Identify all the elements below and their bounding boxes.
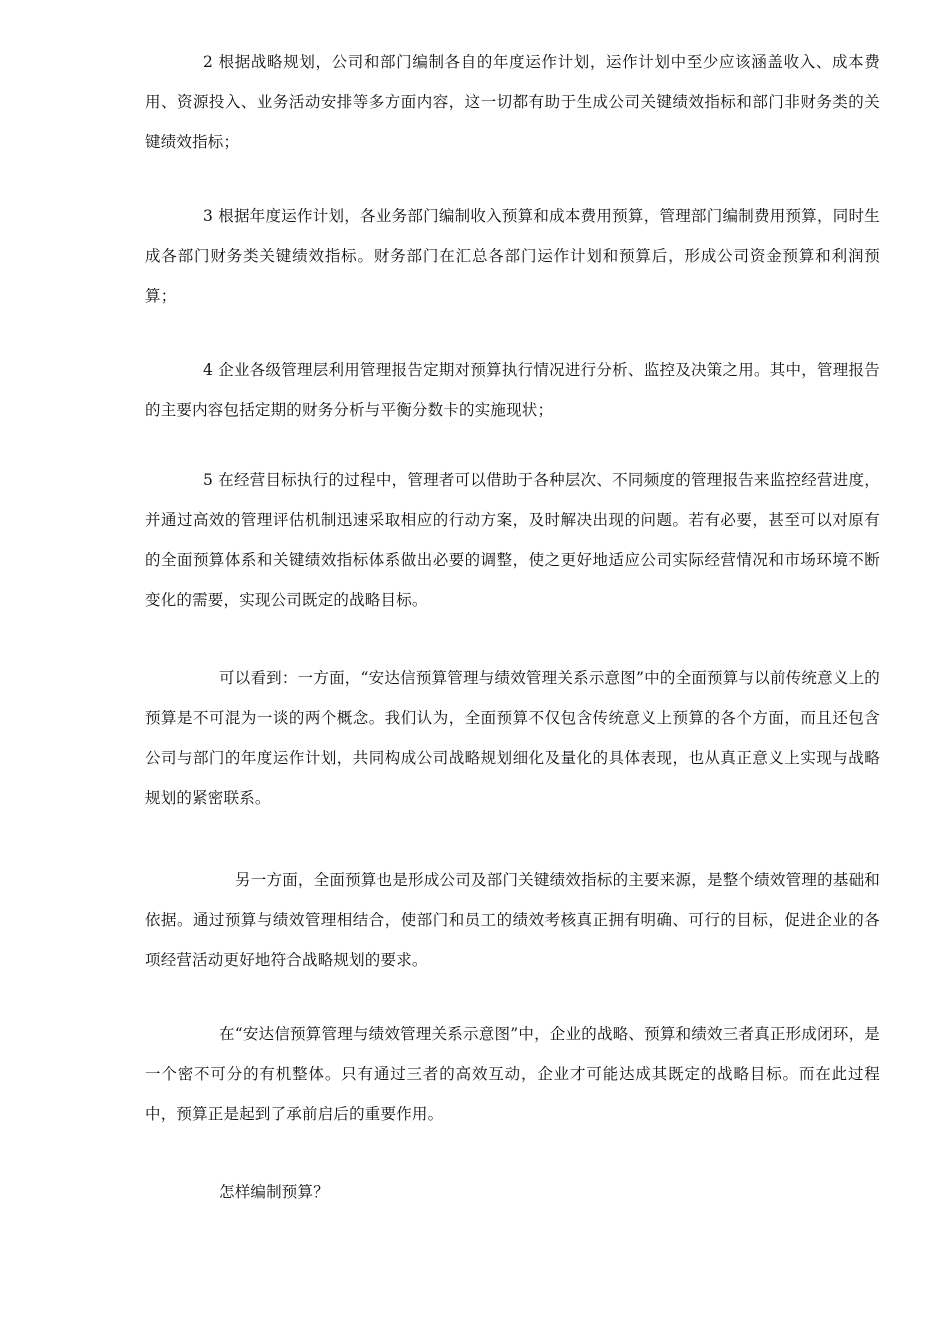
paragraph-first-aspect: 可以看到：一方面，“安达信预算管理与绩效管理关系示意图”中的全面预算与以前传统意义上的预算是不可混为一谈的两个概念。我们认为，全面预算不仅包含传统意义上预算的各个方面，而且还包含公司与部门的年度运作计划，共同构成公司战略规划细化及量化的具体表现，也从真正意义上实现与战略规划的紧密联系。 (145, 669, 880, 807)
paragraph-step-5: 5 在经营目标执行的过程中，管理者可以借助于各种层次、不同频度的管理报告来监控经营进度，并通过高效的管理评估机制迅速采取相应的行动方案，及时解决出现的问题。若有必要，甚至可以对原有的全面预算体系和关键绩效指标体系做出必要的调整，使之更好地适应公司实际经营情况和市场环境不断变化的需要，实现公司既定的战略目标。 (145, 471, 880, 609)
section-heading-how-to-budget: 怎样编制预算？ (219, 1183, 329, 1201)
paragraph-closed-loop: 在“安达信预算管理与绩效管理关系示意图”中，企业的战略、预算和绩效三者真正形成闭环，是一个密不可分的有机整体。只有通过三者的高效互动，企业才可能达成其既定的战略目标。而在此过程中，预算正是起到了承前启后的重要作用。 (145, 1025, 880, 1123)
paragraph-second-aspect: 另一方面，全面预算也是形成公司及部门关键绩效指标的主要来源，是整个绩效管理的基础和依据。通过预算与绩效管理相结合，使部门和员工的绩效考核真正拥有明确、可行的目标，促进企业的各项经营活动更好地符合战略规划的要求。 (145, 871, 880, 969)
paragraph-step-2: 2 根据战略规划，公司和部门编制各自的年度运作计划，运作计划中至少应该涵盖收入、成本费用、资源投入、业务活动安排等多方面内容，这一切都有助于生成公司关键绩效指标和部门非财务类的关键绩效指标； (145, 53, 880, 151)
paragraph-step-3: 3 根据年度运作计划，各业务部门编制收入预算和成本费用预算，管理部门编制费用预算，同时生成各部门财务类关键绩效指标。财务部门在汇总各部门运作计划和预算后，形成公司资金预算和利润预算； (145, 207, 880, 305)
paragraph-step-4: 4 企业各级管理层利用管理报告定期对预算执行情况进行分析、监控及决策之用。其中，管理报告的主要内容包括定期的财务分析与平衡分数卡的实施现状； (145, 361, 880, 419)
